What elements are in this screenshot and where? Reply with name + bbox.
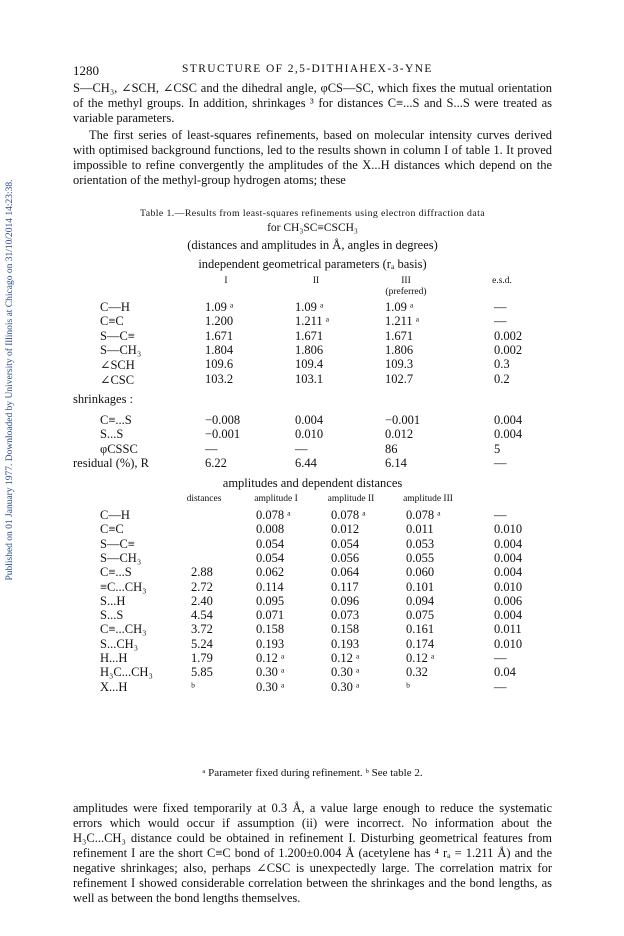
table-cell: 0.004 bbox=[494, 550, 523, 565]
table-cell: 1.09 ᵃ bbox=[205, 300, 234, 314]
table-cell: 109.6 bbox=[205, 357, 234, 372]
row-label: ∠SCH bbox=[100, 358, 135, 373]
table-cell: 0.010 bbox=[295, 427, 324, 442]
table-cell: 0.071 bbox=[256, 608, 285, 623]
table-cell: 0.094 bbox=[406, 593, 435, 608]
table-cell: 0.158 bbox=[256, 622, 285, 637]
column-header: amplitude I bbox=[254, 494, 298, 504]
table-cell: 109.3 bbox=[385, 357, 414, 372]
table-cell: 0.096 bbox=[331, 593, 360, 608]
table-cell: 0.008 bbox=[256, 522, 285, 537]
table-cell: 1.09 ᵃ bbox=[385, 300, 414, 314]
table-cell: 0.12 ᵃ bbox=[331, 651, 360, 665]
watermark-text: Published on 01 January 1977. Downloaded by University of Illinois at Chicago on 31/10/2014 14:23:38. bbox=[5, 179, 15, 581]
table-cell: 0.064 bbox=[331, 565, 360, 580]
esd-cell: 0.002 bbox=[494, 328, 523, 343]
esd-cell: 0.002 bbox=[494, 342, 523, 357]
table-cell: 0.060 bbox=[406, 565, 435, 580]
column-header-note: (preferred) bbox=[385, 287, 427, 297]
table-cell: 103.2 bbox=[205, 371, 234, 386]
esd-cell: 5 bbox=[494, 441, 501, 456]
table-cell: — bbox=[205, 441, 218, 456]
column-header: e.s.d. bbox=[492, 276, 512, 286]
table-cell: 0.075 bbox=[406, 608, 435, 623]
table-caption-formula: for CH₃SC≡CSCH₃ bbox=[267, 222, 358, 234]
table-cell: 103.1 bbox=[295, 371, 324, 386]
row-label: H₃C...CH₃ bbox=[100, 665, 153, 680]
column-header: II bbox=[312, 276, 320, 286]
table-cell: 2.72 bbox=[191, 579, 213, 594]
table-cell: 0.054 bbox=[256, 550, 285, 565]
table-cell: 0.053 bbox=[406, 536, 435, 551]
residual-cell: 6.14 bbox=[385, 456, 407, 470]
table-cell: 0.004 bbox=[494, 608, 523, 623]
table-cell: 0.04 bbox=[494, 665, 516, 680]
table-cell: 0.30 ᵃ bbox=[331, 679, 360, 694]
table-cell: 3.72 bbox=[191, 622, 213, 637]
table-cell: 0.011 bbox=[494, 622, 522, 637]
residual-cell: 6.22 bbox=[205, 456, 227, 470]
table-cell: 0.004 bbox=[295, 413, 324, 427]
column-header: distances bbox=[186, 494, 222, 504]
table-cell: 0.095 bbox=[256, 593, 285, 608]
running-head: STRUCTURE OF 2,5-DITHIAHEX-3-YNE bbox=[182, 63, 433, 75]
column-header: amplitude II bbox=[327, 494, 375, 504]
column-header: III bbox=[401, 276, 411, 286]
row-label: S...S bbox=[100, 427, 124, 442]
table-cell: 0.006 bbox=[494, 593, 523, 608]
download-watermark bbox=[4, 100, 16, 660]
table-cell: 5.24 bbox=[191, 636, 213, 651]
paragraph-intro: S—CH₃, ∠SCH, ∠CSC and the dihedral angle, φCS—SC, which fixes the mutual orientation of the methyl groups. In addition, shrinkages ³ for distances C≡...S and S...S were treated as variable parameters. bbox=[73, 81, 552, 125]
table-cell: −0.001 bbox=[385, 413, 421, 427]
table-cell: 0.193 bbox=[256, 636, 285, 651]
row-label: S...S bbox=[100, 608, 124, 623]
table-cell: 1.200 bbox=[205, 314, 234, 329]
table-cell: 1.671 bbox=[205, 328, 234, 343]
page-number: 1280 bbox=[73, 63, 99, 78]
table-cell: 0.010 bbox=[494, 579, 523, 594]
table-cell: 0.054 bbox=[331, 536, 360, 551]
row-label: S—C≡ bbox=[100, 328, 135, 343]
table-cell: 0.117 bbox=[331, 579, 359, 594]
table-cell: — bbox=[295, 441, 308, 456]
table-cell: ᵇ bbox=[406, 679, 410, 694]
esd-cell: — bbox=[494, 314, 507, 329]
paragraph-refinements: The first series of least-squares refinements, based on molecular intensity curves derived with optimised background functions, led to the results shown in column I of table 1. It proved impossible to refine convergently the amplitudes of the X...H distances which depend on the orientation of the methyl-group hydrogen atoms; these bbox=[73, 128, 552, 187]
esd-cell: 0.3 bbox=[494, 357, 510, 372]
row-label: ≡C...CH₃ bbox=[100, 579, 147, 594]
shrinkages-label: shrinkages : bbox=[73, 392, 134, 406]
table-cell: 2.88 bbox=[191, 565, 213, 580]
table-cell: — bbox=[494, 679, 507, 694]
table-cell: 0.004 bbox=[494, 536, 523, 551]
table-cell: 102.7 bbox=[385, 371, 414, 386]
table-cell: 1.671 bbox=[385, 328, 414, 343]
table-cell: 0.073 bbox=[331, 608, 360, 623]
table-cell: 109.4 bbox=[295, 357, 324, 372]
row-label: C—H bbox=[100, 508, 130, 522]
table-caption: Table 1.—Results from least-squares refinements using electron diffraction data bbox=[140, 208, 485, 219]
table-cell: 1.671 bbox=[295, 328, 324, 343]
row-label: C≡...S bbox=[100, 413, 132, 427]
table-section-amplitudes: amplitudes and dependent distances bbox=[222, 476, 403, 490]
row-label: X...H bbox=[100, 679, 128, 694]
table-cell: 1.79 bbox=[191, 651, 213, 665]
esd-cell: 0.2 bbox=[494, 371, 510, 386]
table-cell: 1.09 ᵃ bbox=[295, 300, 324, 314]
table-cell: 0.078 ᵃ bbox=[256, 508, 291, 522]
table-cell: 0.30 ᵃ bbox=[331, 665, 360, 680]
row-label: S...H bbox=[100, 593, 126, 608]
table-cell: 0.012 bbox=[331, 522, 360, 537]
table-cell: 0.011 bbox=[406, 522, 434, 537]
table-cell: 0.054 bbox=[256, 536, 285, 551]
residual-cell: 6.44 bbox=[295, 456, 317, 470]
column-header: amplitude III bbox=[403, 494, 453, 504]
esd-cell: — bbox=[494, 300, 507, 314]
table-cell: 0.012 bbox=[385, 427, 414, 442]
row-label: C≡...S bbox=[100, 565, 132, 580]
row-label: S—C≡ bbox=[100, 536, 135, 551]
table-units-note: (distances and amplitudes in Å, angles in degrees) bbox=[187, 238, 438, 252]
table-footnote: ᵃ Parameter fixed during refinement. ᵇ See table 2. bbox=[202, 767, 423, 779]
table-cell: 0.055 bbox=[406, 550, 435, 565]
table-cell: 0.161 bbox=[406, 622, 435, 637]
table-cell: 0.30 ᵃ bbox=[256, 679, 285, 694]
table-cell: 1.211 ᵃ bbox=[295, 314, 330, 329]
row-label: S—CH₃ bbox=[100, 342, 142, 357]
table-cell: 0.12 ᵃ bbox=[256, 651, 285, 665]
table-cell: 0.078 ᵃ bbox=[406, 508, 441, 522]
row-label: ∠CSC bbox=[100, 372, 135, 387]
column-header: I bbox=[224, 276, 228, 286]
esd-cell: 0.004 bbox=[494, 427, 523, 442]
table-cell: 1.211 ᵃ bbox=[385, 314, 420, 329]
row-label: S—CH₃ bbox=[100, 550, 142, 565]
table-cell: 1.806 bbox=[385, 342, 414, 357]
residual-esd: — bbox=[494, 456, 507, 470]
table-cell: 1.806 bbox=[295, 342, 324, 357]
table-cell: 0.174 bbox=[406, 636, 435, 651]
table-cell: 0.004 bbox=[494, 565, 523, 580]
row-label: C—H bbox=[100, 300, 130, 314]
table-cell: 0.056 bbox=[331, 550, 360, 565]
table-cell: −0.001 bbox=[205, 427, 241, 442]
row-label: C≡C bbox=[100, 522, 124, 537]
table-cell: 0.101 bbox=[406, 579, 435, 594]
row-label: C≡C bbox=[100, 314, 124, 329]
table-cell: 0.32 bbox=[406, 665, 428, 680]
row-label: H...H bbox=[100, 651, 128, 665]
table-cell: 2.40 bbox=[191, 593, 213, 608]
table-cell: 0.078 ᵃ bbox=[331, 508, 366, 522]
table-cell: — bbox=[494, 508, 507, 522]
esd-cell: 0.004 bbox=[494, 413, 523, 427]
paragraph-discussion: amplitudes were fixed temporarily at 0.3 Å, a value large enough to reduce the systematic errors which would occur if assumption (ii) were incorrect. No information about the H₃C...CH₃ distance could be obtained in refinement I. Disturbing geometrical features from refinement I are the short C≡C bond of 1.200±0.004 Å (acetylene has ⁴ rₐ = 1.211 Å) and the negative shrinkages; also, perhaps ∠CSC is unexpectedly large. The correlation matrix for refinement I showed considerable correlation between the shrinkages and the bond lengths, as well as between the bond lengths themselves. bbox=[73, 801, 552, 905]
table-cell: 1.804 bbox=[205, 342, 234, 357]
table-cell: 0.30 ᵃ bbox=[256, 665, 285, 680]
table-cell: — bbox=[494, 651, 507, 665]
table-cell: 0.158 bbox=[331, 622, 360, 637]
table-cell: 5.85 bbox=[191, 665, 213, 680]
table-cell: 0.114 bbox=[256, 579, 284, 594]
table-cell: 0.010 bbox=[494, 522, 523, 537]
table-section-geometry: independent geometrical parameters (rₐ basis) bbox=[198, 257, 427, 271]
table-cell: 0.062 bbox=[256, 565, 285, 580]
row-label: S...CH₃ bbox=[100, 636, 139, 651]
table-cell: 0.193 bbox=[331, 636, 360, 651]
row-label: C≡...CH₃ bbox=[100, 622, 147, 637]
table-cell: 86 bbox=[385, 441, 398, 456]
table-cell: 4.54 bbox=[191, 608, 213, 623]
residual-label: residual (%), R bbox=[73, 456, 150, 470]
table-cell: 0.010 bbox=[494, 636, 523, 651]
table-cell: −0.008 bbox=[205, 413, 241, 427]
row-label: φCSSC bbox=[100, 441, 138, 456]
table-cell: 0.12 ᵃ bbox=[406, 651, 435, 665]
table-cell: ᵇ bbox=[191, 679, 195, 694]
